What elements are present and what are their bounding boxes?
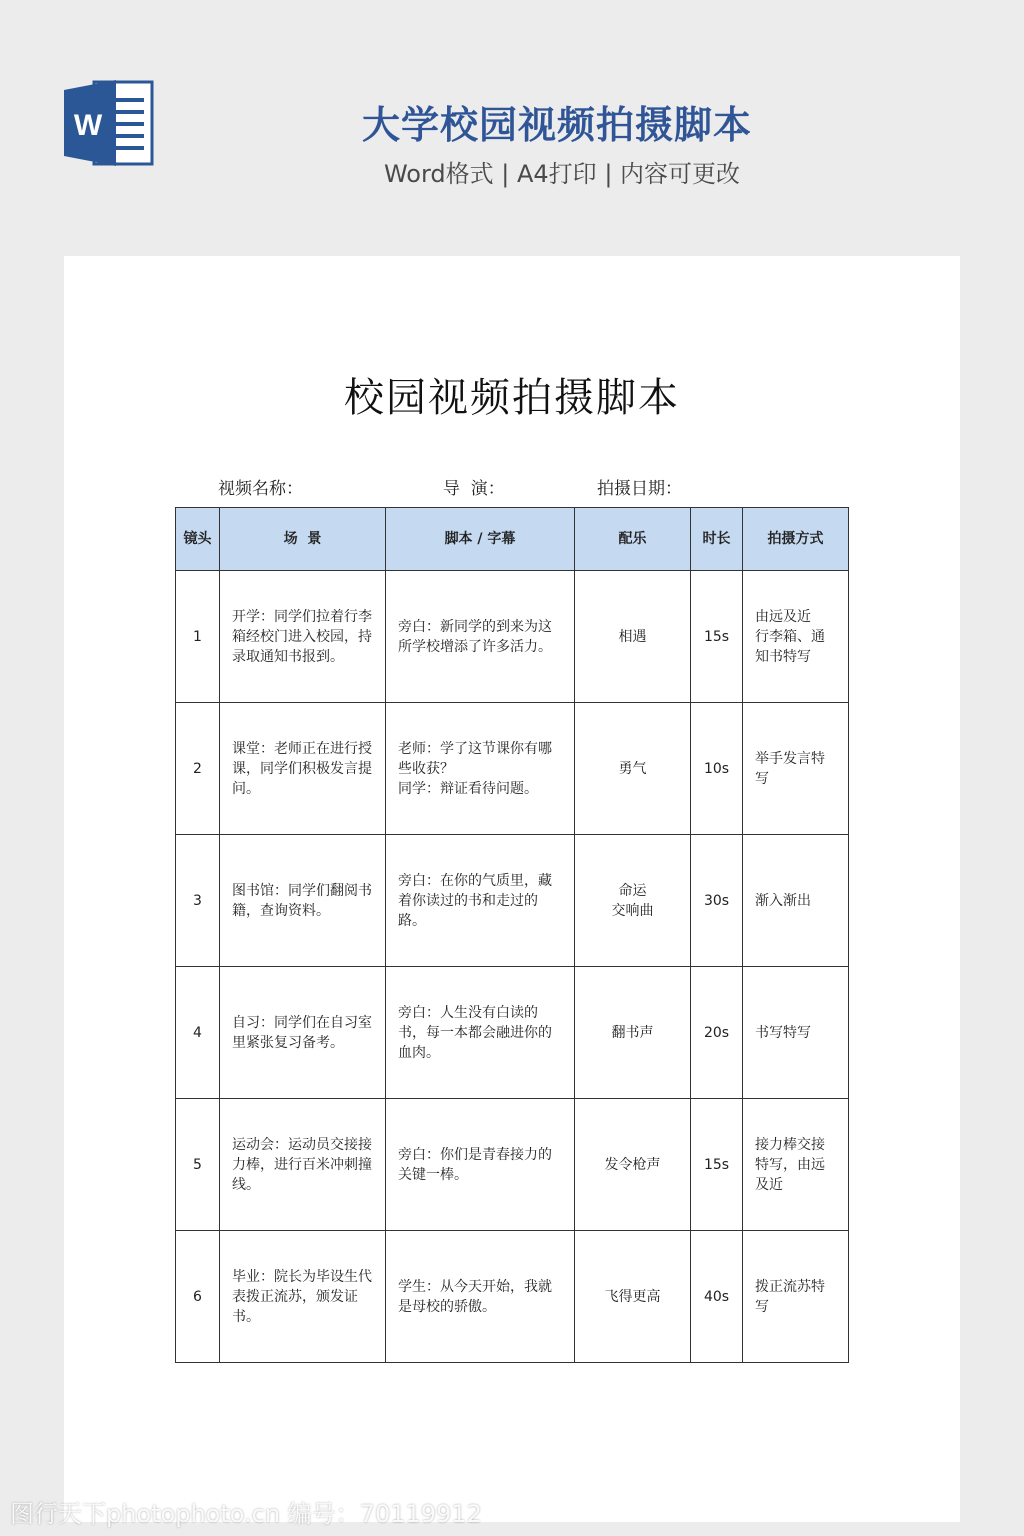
table-row [176,1099,849,1231]
script-cell: 旁白：你们是青春接力的关键一棒。 [386,1099,575,1231]
shot-cell: 3 [176,835,220,967]
method-cell: 书写特写 [743,967,849,1099]
column-header-duration: 时长 [691,508,743,571]
shoot-date-label: 拍摄日期： [597,479,682,499]
shot-cell: 2 [176,703,220,835]
document-title: 校园视频拍摄脚本 [344,375,680,421]
page-subtitle: Word格式 | A4打印 | 内容可更改 [383,160,741,188]
script-cell: 老师：学了这节课你有哪些收获？ 同学：辩证看待问题。 [386,703,575,835]
shot-cell: 4 [176,967,220,1099]
header [0,0,1024,250]
scene-cell: 自习：同学们在自习室里紧张复习备考。 [220,967,386,1099]
music-cell: 翻书声 [575,967,691,1099]
column-header-shot: 镜头 [176,508,220,571]
method-cell: 渐入渐出 [743,835,849,967]
table-row [176,703,849,835]
script-table [175,507,849,1363]
music-cell: 相遇 [575,571,691,703]
duration-cell: 15s [691,1099,743,1231]
script-cell: 旁白：新同学的到来为这所学校增添了许多活力。 [386,571,575,703]
method-cell: 由远及近 行李箱、通知书特写 [743,571,849,703]
page-title: 大学校园视频拍摄脚本 [361,103,752,147]
table-header-row [176,508,849,571]
shot-cell: 6 [176,1231,220,1363]
document-page [64,256,960,1522]
script-cell: 旁白：在你的气质里，藏着你读过的书和走过的路。 [386,835,575,967]
script-cell: 旁白：人生没有白读的书，每一本都会融进你的血肉。 [386,967,575,1099]
duration-cell: 30s [691,835,743,967]
table-row [176,1231,849,1363]
watermark: 图行天下photophoto.cn 编号：70119912 [10,1500,482,1528]
duration-cell: 15s [691,571,743,703]
scene-cell: 毕业：院长为毕设生代表拨正流苏，颁发证书。 [220,1231,386,1363]
scene-cell: 图书馆：同学们翻阅书籍，查询资料。 [220,835,386,967]
duration-cell: 20s [691,967,743,1099]
scene-cell: 开学：同学们拉着行李箱经校门进入校园，持录取通知书报到。 [220,571,386,703]
method-cell: 举手发言特写 [743,703,849,835]
table-row [176,571,849,703]
shot-cell: 1 [176,571,220,703]
column-header-script: 脚本 / 字幕 [386,508,575,571]
duration-cell: 10s [691,703,743,835]
director-label: 导 演： [443,479,505,499]
music-cell: 命运 交响曲 [575,835,691,967]
script-cell: 学生：从今天开始，我就是母校的骄傲。 [386,1231,575,1363]
column-header-method: 拍摄方式 [743,508,849,571]
shot-cell: 5 [176,1099,220,1231]
column-header-scene: 场 景 [220,508,386,571]
music-cell: 勇气 [575,703,691,835]
music-cell: 发令枪声 [575,1099,691,1231]
table-row [176,835,849,967]
column-header-music: 配乐 [575,508,691,571]
duration-cell: 40s [691,1231,743,1363]
method-cell: 接力棒交接特写，由远及近 [743,1099,849,1231]
video-name-label: 视频名称： [218,479,303,499]
scene-cell: 课堂：老师正在进行授课，同学们积极发言提问。 [220,703,386,835]
table-row [176,967,849,1099]
scene-cell: 运动会：运动员交接接力棒，进行百米冲刺撞线。 [220,1099,386,1231]
method-cell: 拨正流苏特写 [743,1231,849,1363]
music-cell: 飞得更高 [575,1231,691,1363]
word-logo-letter: W [73,109,103,142]
